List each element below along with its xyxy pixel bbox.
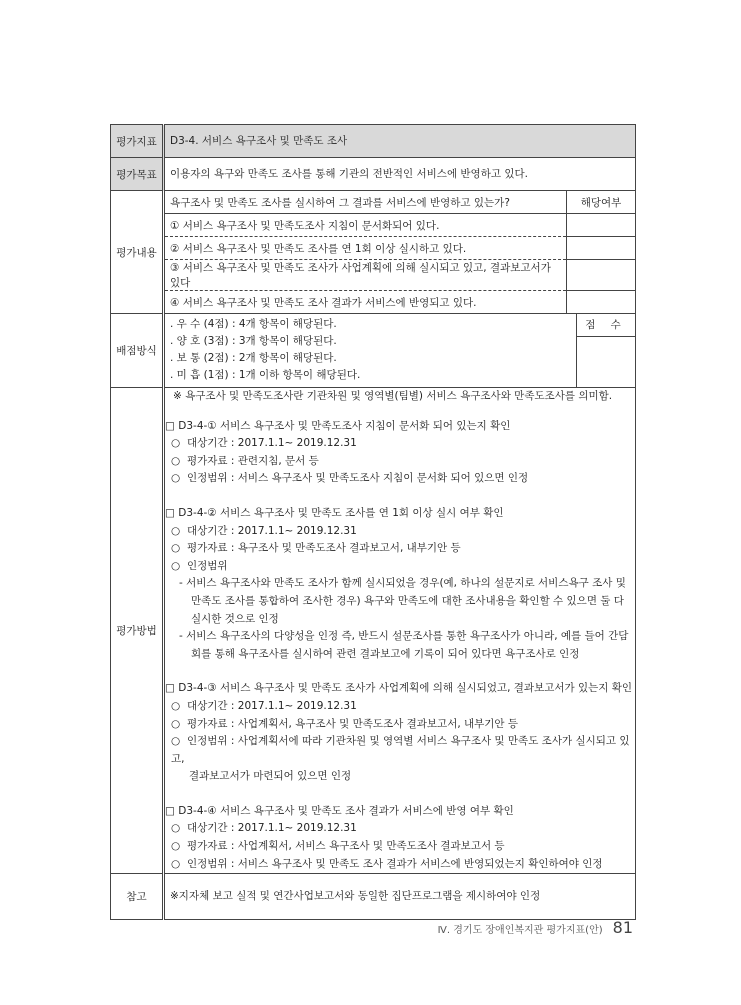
method-item: 인정범위 : 사업계획서에 따라 기관차원 및 영역별 서비스 욕구조사 및 만족도 조사가 실시되고 있고, <box>171 735 630 765</box>
content-item: ① 서비스 욕구조사 및 만족도조사 지침이 문서화되어 있다. <box>165 214 567 237</box>
method-detail: - 서비스 욕구조사의 다양성을 인정 즉, 반드시 설문조사를 통한 욕구조사가 아니라, 예를 들어 간담회를 통해 욕구조사를 실시하여 관련 결과보고에 기록이 되어 있다면 욕구조사로 인정 <box>179 630 629 660</box>
page-number: 81 <box>612 918 633 937</box>
method-item: 평가자료 : 사업계획서, 욕구조사 및 만족도조사 결과보고서, 내부기안 등 <box>187 717 519 730</box>
scoring-line: . 보 통 (2점) : 2개 항목이 해당된다. <box>170 352 337 364</box>
method-item: 대상기간 : 2017.1.1~ 2019.12.31 <box>187 699 357 712</box>
scoring-line: . 양 호 (3점) : 3개 항목이 해당된다. <box>170 335 337 347</box>
scoring-label: 배점방식 <box>111 314 164 388</box>
content-item: ② 서비스 욕구조사 및 만족도 조사를 연 1회 이상 실시하고 있다. <box>165 237 567 260</box>
applies-checkbox[interactable] <box>567 260 636 291</box>
page-footer <box>438 918 633 937</box>
goal-row <box>111 158 636 191</box>
bullet-icon: ○ <box>171 524 181 537</box>
method-detail: - 서비스 욕구조사와 만족도 조사가 함께 실시되었을 경우(예, 하나의 설문지로 서비스욕구 조사 및 만족도 조사를 통합하여 조사한 경우) 욕구와 만족도에 대한 조사내용을 확인할 수 있으면 둘 다 실시한 것으로 인정 <box>179 577 626 625</box>
method-section-1 <box>165 418 635 488</box>
bullet-icon: ○ <box>171 822 181 835</box>
method-item: 대상기간 : 2017.1.1~ 2019.12.31 <box>187 524 357 537</box>
indicator-row <box>111 125 636 158</box>
bullet-icon: ○ <box>171 472 181 485</box>
method-item-continued: 결과보고서가 마련되어 있으면 인정 <box>189 770 352 783</box>
indicator-label: 평가지표 <box>111 125 164 158</box>
applies-checkbox[interactable] <box>567 291 636 314</box>
content-item: ③ 서비스 욕구조사 및 만족도 조사가 사업계획에 의해 실시되고 있고, 결과보고서가 있다 <box>165 260 567 291</box>
score-input[interactable] <box>577 337 635 387</box>
reference-label: 참고 <box>111 874 164 920</box>
method-section-4 <box>165 803 635 873</box>
section-title: □ D3-4-③ 서비스 욕구조사 및 만족도 조사가 사업계획에 의해 실시되었고, 결과보고서가 있는지 확인 <box>165 682 633 695</box>
bullet-icon: ○ <box>171 857 181 870</box>
bullet-icon: ○ <box>171 699 181 712</box>
section-title: □ D3-4-④ 서비스 욕구조사 및 만족도 조사 결과가 서비스에 반영 여부 확인 <box>165 804 514 817</box>
bullet-icon: ○ <box>171 840 181 853</box>
evaluation-table <box>110 124 636 920</box>
applies-checkbox[interactable] <box>567 214 636 237</box>
reference-text: ※지자체 보고 실적 및 연간사업보고서와 동일한 집단프로그램을 제시하여야 인정 <box>164 874 636 920</box>
method-row <box>111 388 636 874</box>
footer-title: Ⅳ. 경기도 장애인복지관 평가지표(안) <box>437 925 603 936</box>
method-label: 평가방법 <box>111 388 164 874</box>
applies-checkbox[interactable] <box>567 237 636 260</box>
method-item: 인정범위 : 서비스 욕구조사 및 만족도조사 지침이 문서화 되어 있으면 인정 <box>187 472 529 485</box>
scoring-line: . 미 흡 (1점) : 1개 이하 항목이 해당된다. <box>170 369 361 381</box>
section-title: □ D3-4-① 서비스 욕구조사 및 만족도조사 지침이 문서화 되어 있는지 확인 <box>165 419 511 432</box>
bullet-icon: ○ <box>171 437 181 450</box>
method-section-2 <box>165 505 635 663</box>
scoring-row <box>111 314 636 388</box>
method-content <box>164 388 636 874</box>
scoring-lines <box>165 314 576 387</box>
method-item: 인정범위 <box>187 559 228 572</box>
bullet-icon: ○ <box>171 559 181 572</box>
method-item: 대상기간 : 2017.1.1~ 2019.12.31 <box>187 822 357 835</box>
bullet-icon: ○ <box>171 735 181 748</box>
section-title: □ D3-4-② 서비스 욕구조사 및 만족도 조사를 연 1회 이상 실시 여부 확인 <box>165 506 504 519</box>
goal-label: 평가목표 <box>111 158 164 191</box>
applies-header: 해당여부 <box>567 191 636 214</box>
goal-text: 이용자의 욕구와 만족도 조사를 통해 기관의 전반적인 서비스에 반영하고 있다. <box>164 158 636 191</box>
reference-row <box>111 874 636 920</box>
method-item: 인정범위 : 서비스 욕구조사 및 만족도 조사 결과가 서비스에 반영되었는지 확인하여야 인정 <box>187 857 603 870</box>
method-item: 대상기간 : 2017.1.1~ 2019.12.31 <box>187 437 357 450</box>
method-item: 평가자료 : 관련지침, 문서 등 <box>187 454 319 467</box>
score-box <box>576 314 635 387</box>
content-row <box>111 191 636 314</box>
scoring-line: . 우 수 (4점) : 4개 항목이 해당된다. <box>170 318 337 330</box>
content-label: 평가내용 <box>111 191 164 314</box>
content-item: ④ 서비스 욕구조사 및 만족도 조사 결과가 서비스에 반영되고 있다. <box>170 296 477 309</box>
content-question: 욕구조사 및 만족도 조사를 실시하여 그 결과를 서비스에 반영하고 있는가? <box>165 191 567 214</box>
method-item: 평가자료 : 욕구조사 및 만족도조사 결과보고서, 내부기안 등 <box>187 542 461 555</box>
bullet-icon: ○ <box>171 717 181 730</box>
method-note: ※ 욕구조사 및 만족도조사란 기관차원 및 영역별(팀별) 서비스 욕구조사와 만족도조사를 의미함. <box>173 390 613 402</box>
score-header: 점 수 <box>577 314 635 337</box>
method-item: 평가자료 : 사업계획서, 서비스 욕구조사 및 만족도조사 결과보고서 등 <box>187 840 505 853</box>
method-section-3 <box>165 680 635 786</box>
indicator-text: D3-4. 서비스 욕구조사 및 만족도 조사 <box>164 125 636 158</box>
bullet-icon: ○ <box>171 454 181 467</box>
bullet-icon: ○ <box>171 542 181 555</box>
content-inner-table <box>165 191 635 313</box>
